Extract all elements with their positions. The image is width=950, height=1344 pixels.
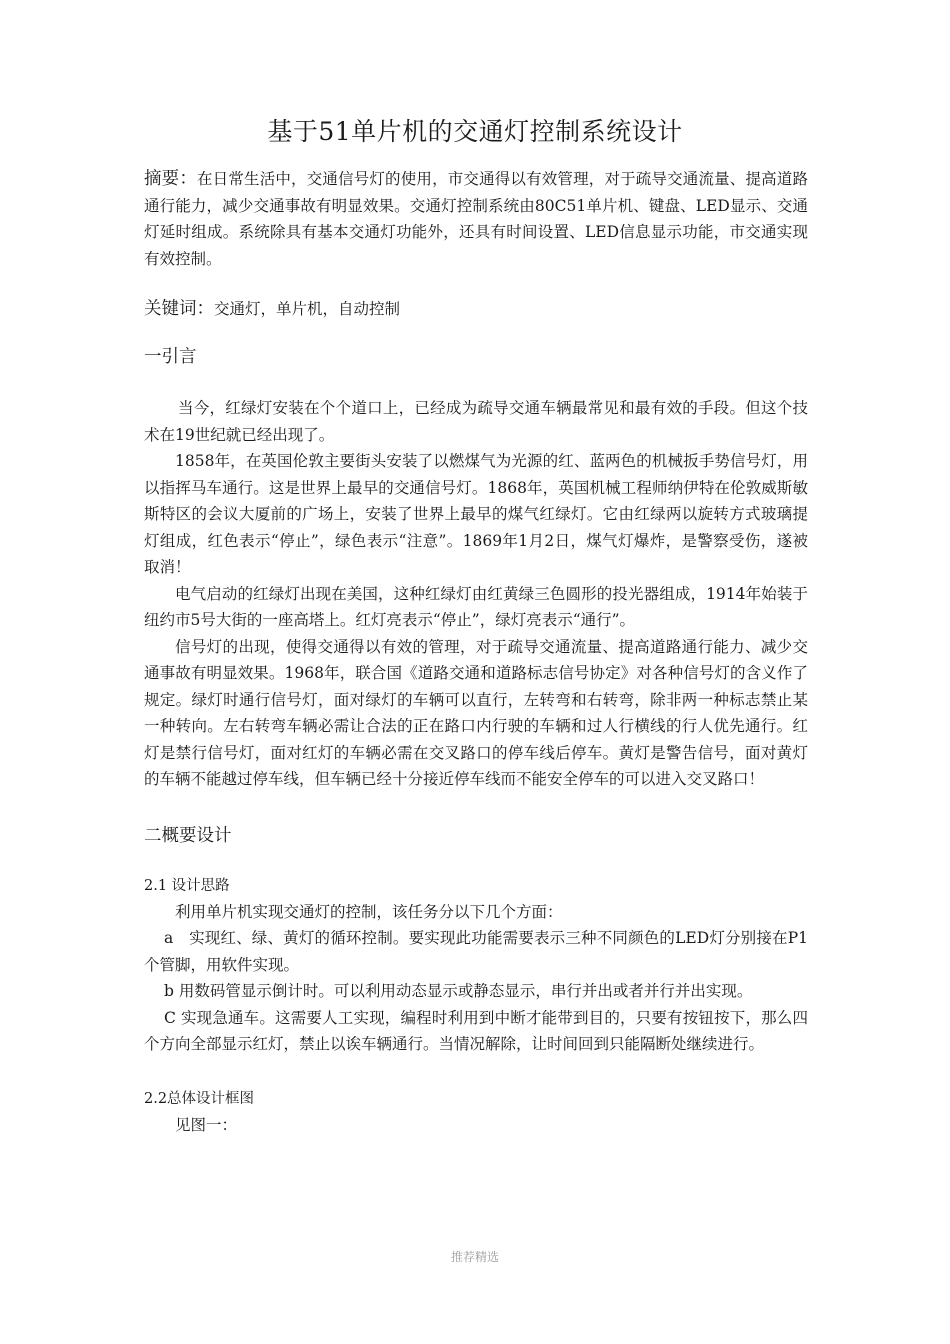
page-footer: 推荐精选 [450, 1250, 499, 1264]
document-body [144, 166, 808, 1138]
intro-paragraph: 1858年，在英国伦敦主要街头安装了以燃煤气为光源的红、蓝两色的机械扳手势信号灯，用以指挥马车通行。这是世界上最早的交通信号灯。1868年，英国机械工程师纳伊特在伦敦威斯敏斯特区的会议大厦前的广场上，安装了世界上最早的煤气红绿灯。它由红绿两以旋转方式玻璃提灯组成，红色表示“停止”，绿色表示“注意”。1869年1月2日，煤气灯爆炸，是警察受伤，遂被取消！ [144, 452, 808, 576]
intro-paragraph: 电气启动的红绿灯出现在美国，这种红绿灯由红黄绿三色圆形的投光器组成，1914年始装于纽约市5号大街的一座高塔上。红灯亮表示“停止”，绿灯亮表示“通行”。 [144, 584, 808, 629]
figure-reference: 见图一： [175, 1115, 238, 1134]
keywords-section [144, 296, 808, 322]
intro-body [144, 395, 808, 793]
abstract-label: 摘要： [144, 169, 198, 189]
design-lead: 利用单片机实现交通灯的控制，该任务分以下几个方面： [175, 902, 563, 921]
design-item-a: a 实现红、绿、黄灯的循环控制。要实现此功能需要表示三种不同颜色的LED灯分别接在P1个管脚，用软件实现。 [144, 929, 808, 974]
subsection-heading: 2.2总体设计框图 [144, 1090, 255, 1107]
design-item-b: b 用数码管显示倒计时。可以利用动态显示或静态显示，串行并出或者并行并出实现。 [164, 982, 753, 1000]
abstract-section [144, 166, 808, 272]
intro-paragraph: 当今，红绿灯安装在个个道口上，已经成为疏导交通车辆最常见和最有效的手段。但这个技术在19世纪就已经出现了。 [144, 399, 808, 444]
intro-heading: 一引言 [144, 347, 197, 367]
subsection-heading: 2.1 设计思路 [144, 877, 230, 894]
keywords-label: 关键词： [144, 299, 214, 319]
abstract-text: 在日常生活中，交通信号灯的使用，市交通得以有效管理，对于疏导交通流量、提高道路通行能力，减少交通事故有明显效果。交通灯控制系统由80C51单片机、键盘、LED显示、交通灯延时组成。系统除具有基本交通灯功能外，还具有时间设置、LED信息显示功能，市交通实现有效控制。 [144, 170, 808, 268]
design-item-c: C 实现急通车。这需要人工实现，编程时利用到中断才能带到目的，只要有按钮按下，那么四个方向全部显示红灯，禁止以诶车辆通行。当情况解除，让时间回到只能隔断处继续进行。 [144, 1008, 808, 1053]
keywords-text: 交通灯，单片机，自动控制 [214, 300, 401, 318]
intro-paragraph: 信号灯的出现，使得交通得以有效的管理，对于疏导交通流量、提高道路通行能力、减少交通事故有明显效果。1968年，联合国《道路交通和道路标志信号协定》对各种信号灯的含义作了规定。绿灯时通行信号灯，面对绿灯的车辆可以直行，左转弯和右转弯，除非两一种标志禁止某一种转向。左右转弯车辆必需让合法的正在路口内行驶的车辆和过人行横线的行人优先通行。红灯是禁行信号灯，面对红灯的车辆必需在交叉路口的停车线后停车。黄灯是警告信号，面对黄灯的车辆不能越过停车线，但车辆已经十分接近停车线而不能安全停车的可以进入交叉路口！ [144, 637, 808, 788]
design-heading: 二概要设计 [144, 825, 232, 846]
document-title: 基于51单片机的交通灯控制系统设计 [267, 117, 683, 146]
